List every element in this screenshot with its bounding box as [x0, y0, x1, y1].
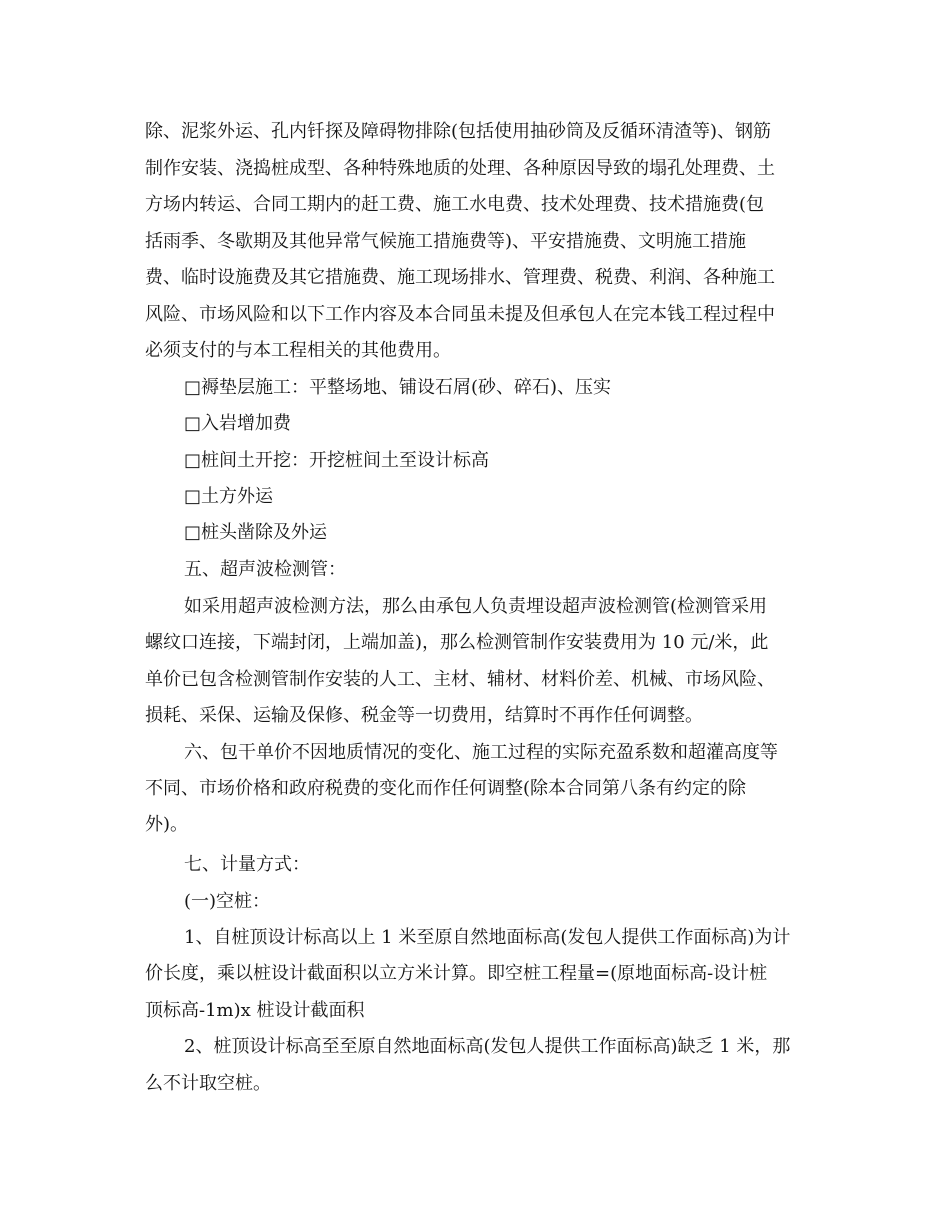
checklist-item: □褥垫层施工：平整场地、铺设石屑(砂、碎石)、压实 — [184, 377, 612, 398]
checklist-item: □桩间土开挖：开挖桩间土至设计标高 — [184, 450, 490, 471]
item-1-line: 顶标高-1m)x 桩设计截面积 — [145, 1000, 365, 1021]
section-5-line: 如采用超声波检测方法，那么由承包人负责埋设超声波检测管(检测管采用 — [184, 596, 768, 617]
section-7-heading: 七、计量方式： — [184, 854, 310, 875]
item-1-line: 1、自桩顶设计标高以上 1 米至原自然地面标高(发包人提供工作面标高)为计 — [184, 927, 791, 948]
paragraph-fees-line: 制作安装、浇捣桩成型、各种特殊地质的处理、各种原因导致的塌孔处理费、土 — [145, 158, 775, 179]
paragraph-fees-line: 风险、市场风险和以下工作内容及本合同虽未提及但承包人在完本钱工程过程中 — [145, 304, 775, 325]
checklist-item: □桩头凿除及外运 — [184, 522, 328, 543]
section-5-line: 损耗、采保、运输及保修、税金等一切费用，结算时不再作任何调整。 — [145, 705, 703, 726]
paragraph-fees-line: 括雨季、冬歇期及其他异常气候施工措施费等)、平安措施费、文明施工措施 — [145, 231, 747, 252]
section-5-line: 单价已包含检测管制作安装的人工、主材、辅材、材料价差、机械、市场风险、 — [145, 669, 775, 690]
section-5-heading: 五、超声波检测管： — [184, 559, 346, 580]
item-2-line: 么不计取空桩。 — [145, 1073, 271, 1094]
section-7-subheading: (一)空桩： — [184, 891, 271, 912]
checklist-item: □入岩增加费 — [184, 413, 292, 434]
paragraph-fees-line: 方场内转运、合同工期内的赶工费、施工水电费、技术处理费、技术措施费(包 — [145, 194, 765, 215]
paragraph-fees-line: 费、临时设施费及其它措施费、施工现场排水、管理费、税费、利润、各种施工 — [145, 267, 775, 288]
paragraph-fees-line: 除、泥浆外运、孔内钎探及障碍物排除(包括使用抽砂筒及反循环清渣等)、钢筋 — [145, 121, 772, 142]
section-6-line: 不同、市场价格和政府税费的变化而作任何调整(除本合同第八条有约定的除 — [145, 778, 747, 799]
paragraph-fees-line: 必须支付的与本工程相关的其他费用。 — [145, 340, 451, 361]
section-6-line: 外)。 — [145, 814, 189, 835]
item-2-line: 2、桩顶设计标高至至原自然地面标高(发包人提供工作面标高)缺乏 1 米，那 — [184, 1036, 791, 1057]
section-6-line: 六、包干单价不因地质情况的变化、施工过程的实际充盈系数和超灌高度等 — [184, 742, 778, 763]
checklist-item: □土方外运 — [184, 486, 274, 507]
section-5-line: 螺纹口连接，下端封闭，上端加盖)，那么检测管制作安装费用为 10 元/米，此 — [145, 632, 769, 653]
item-1-line: 价长度，乘以桩设计截面积以立方米计算。即空桩工程量=(原地面标高-设计桩 — [145, 963, 768, 984]
